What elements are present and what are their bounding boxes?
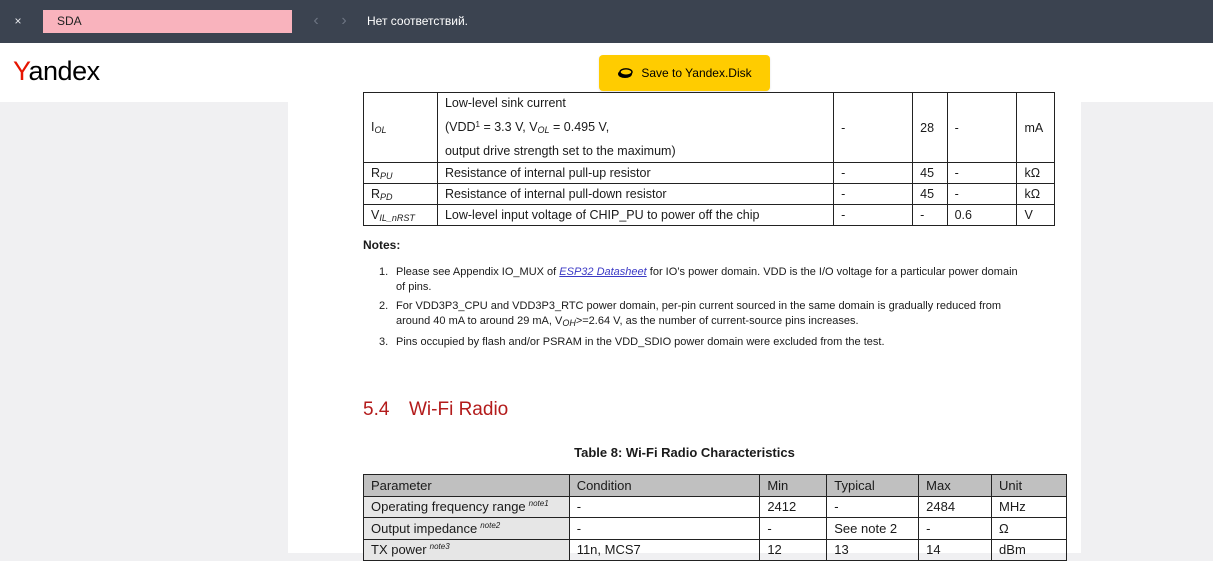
symbol-cell: $R_{PD}$ — [364, 184, 438, 205]
min-cell: - — [834, 205, 913, 226]
parameter-cell: Output impedance $^{note2}$ — [364, 518, 570, 540]
notes-title: Notes: — [363, 238, 401, 252]
condition-cell: - — [569, 496, 760, 518]
column-header: Parameter — [364, 475, 570, 497]
find-status: Нет соответствий. — [367, 14, 468, 28]
disk-icon — [617, 67, 633, 79]
close-find-icon[interactable]: × — [14, 14, 22, 28]
min-cell: - — [760, 518, 827, 540]
column-header: Min — [760, 475, 827, 497]
min-cell: 2412 — [760, 496, 827, 518]
min-cell: - — [834, 184, 913, 205]
symbol-cell: $R_{PU}$ — [364, 163, 438, 184]
typ-cell: - — [827, 496, 919, 518]
typ-cell: - — [913, 205, 947, 226]
parameter-cell: TX power $^{note3}$ — [364, 539, 570, 561]
esp32-datasheet-link[interactable]: ESP32 Datasheet — [559, 266, 647, 278]
unit-cell: kΩ — [1017, 184, 1055, 205]
description-cell: Low-level input voltage of CHIP_PU to power off the chip — [437, 205, 833, 226]
typ-cell: See note 2 — [827, 518, 919, 540]
max-cell: - — [947, 163, 1017, 184]
table-row — [364, 93, 1055, 163]
symbol-cell: $V_{IL\_nRST}$ — [364, 205, 438, 226]
document-page — [288, 96, 1081, 558]
column-header: Typical — [827, 475, 919, 497]
typ-cell: 13 — [827, 539, 919, 561]
table-row — [364, 539, 1067, 561]
description-cell: Low-level sink current ($VDD^1 = 3.3$ V, $V_{OL} = 0.495$ V, output drive strength set to the maximum) — [437, 93, 833, 163]
table-caption: Table 8: Wi-Fi Radio Characteristics — [574, 445, 795, 460]
typ-cell: 45 — [913, 184, 947, 205]
max-cell: 14 — [919, 539, 992, 561]
table-row — [364, 163, 1055, 184]
table-header-row — [364, 475, 1067, 497]
unit-cell: kΩ — [1017, 163, 1055, 184]
max-cell: 0.6 — [947, 205, 1017, 226]
list-item: 2. For VDD3P3_CPU and VDD3P3_RTC power domain, per-pin current sourced in the same domain is gradually reduced from around 40 mA to around 29 mA, $V_{OH}>=2.64$ V, as the number of current-source pins increases. — [379, 300, 1002, 328]
symbol-cell: $I_{OL}$ — [364, 93, 438, 163]
list-item: 3. Pins occupied by flash and/or PSRAM in the VDD_SDIO power domain were excluded from the test. — [379, 336, 885, 348]
unit-cell: V — [1017, 205, 1055, 226]
typ-cell: 45 — [913, 163, 947, 184]
table-row — [364, 184, 1055, 205]
description-cell: Resistance of internal pull-down resistor — [437, 184, 833, 205]
table-row — [364, 205, 1055, 226]
max-cell: - — [947, 184, 1017, 205]
unit-cell: dBm — [992, 539, 1067, 561]
notes-list — [379, 265, 1019, 355]
max-cell: - — [919, 518, 992, 540]
unit-cell: Ω — [992, 518, 1067, 540]
find-input[interactable] — [43, 10, 292, 33]
column-header: Unit — [992, 475, 1067, 497]
section-heading: 5.4 Wi-Fi Radio — [363, 399, 509, 420]
max-cell: - — [947, 93, 1017, 163]
save-to-disk-button[interactable] — [599, 55, 770, 91]
min-cell: 12 — [760, 539, 827, 561]
table-row — [364, 518, 1067, 540]
save-button-label: Save to Yandex.Disk — [641, 66, 752, 80]
description-cell: Resistance of internal pull-up resistor — [437, 163, 833, 184]
table-row — [364, 496, 1067, 518]
min-cell: - — [834, 93, 913, 163]
electrical-characteristics-table — [363, 92, 1055, 226]
typ-cell: 28 — [913, 93, 947, 163]
column-header: Condition — [569, 475, 760, 497]
max-cell: 2484 — [919, 496, 992, 518]
list-item: 1. Please see Appendix IO_MUX of ESP32 Datasheet for IO’s power domain. VDD is the I/O voltage for a particular power domain of pins. — [379, 266, 1018, 293]
parameter-cell: Operating frequency range $^{note1}$ — [364, 496, 570, 518]
find-previous-icon[interactable]: ‹ — [313, 12, 319, 29]
yandex-logo[interactable]: Yandex — [13, 56, 100, 86]
condition-cell: - — [569, 518, 760, 540]
min-cell: - — [834, 163, 913, 184]
column-header: Max — [919, 475, 992, 497]
unit-cell: mA — [1017, 93, 1055, 163]
unit-cell: MHz — [992, 496, 1067, 518]
condition-cell: 11n, MCS7 — [569, 539, 760, 561]
wifi-radio-table — [363, 474, 1067, 561]
find-bar — [0, 0, 1213, 43]
find-next-icon[interactable]: › — [341, 12, 347, 29]
